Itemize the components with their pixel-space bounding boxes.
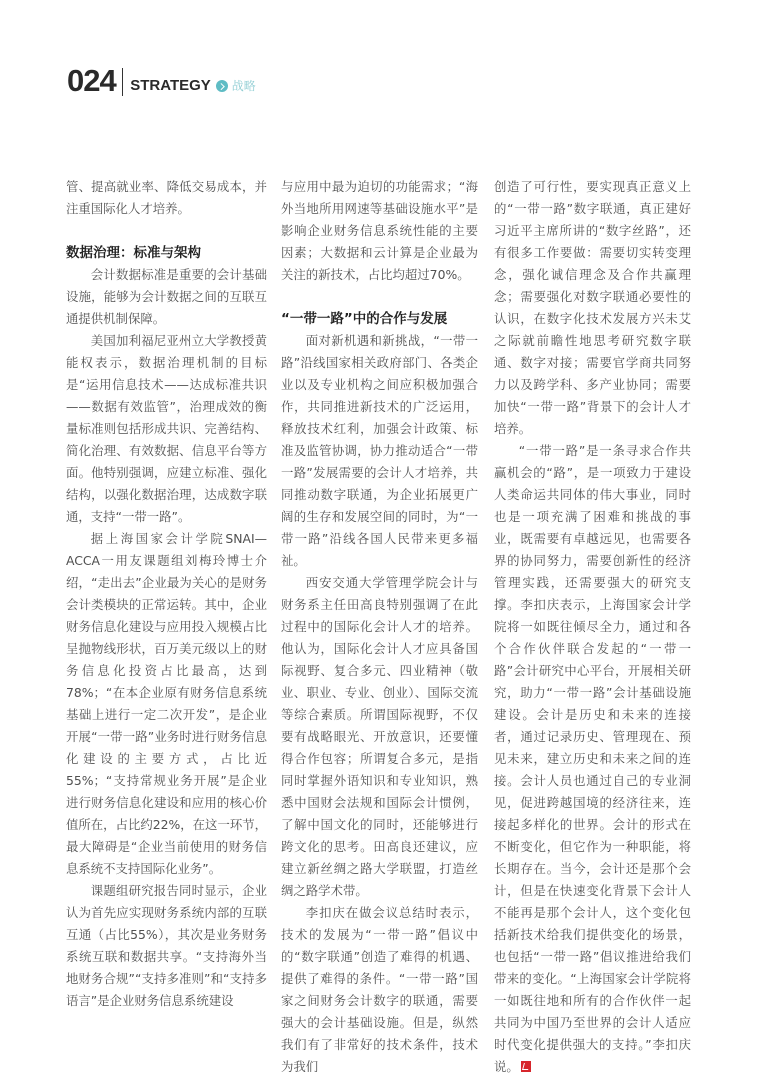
chevron-right-circle-icon [216,80,228,92]
header-divider [122,68,124,96]
page-header [67,60,256,96]
article-end-mark-icon [521,1061,531,1072]
paragraph: 课题组研究报告同时显示，企业认为首先应实现财务系统内部的互联互通（占比55%），其次是业务财务系统互联和数据共享。“支持海外当地财务合规”“支持多准则”和“支持多语言”是企业财务信息系统建设 [66,883,267,1008]
page-number: 024 [67,63,116,98]
subheading-cooperation: “一带一路”中的合作与发展 [281,311,448,327]
paragraph: 面对新机遇和新挑战，“一带一路”沿线国家相关政府部门、各类企业以及专业机构之间应积极加强合作，共同推进新技术的广泛运用，释放技术红利，加强会计政策、标准及监管协调，协力推动适合“一带一路”发展需要的会计人才培养，共同推动数字联通，为企业拓展更广阔的生存和发展空间的同时，为“一带一路”沿线各国人民带来更多福祉。 [281,333,478,568]
paragraph: 李扣庆在做会议总结时表示，技术的发展为“一带一路”倡议中的“数字联通”创造了难得的机遇、提供了难得的条件。“一带一路”国家之间财务会计数字的联通，需要强大的会计基础设施。但是，纵然我们有了非常好的技术条件，技术为我们 [281,905,478,1074]
article-column-1 [66,176,267,1012]
paragraph: 据上海国家会计学院SNAI—ACCA一用友课题组刘梅玲博士介绍，“走出去”企业最为关心的是财务会计类模块的正常运转。其中，企业财务信息化建设与应用投入规模占比呈抛物线形状，百万美元级以上的财务信息化投资占比最高，达到78%；“在本企业原有财务信息系统基础上进行一定二次开发”，是企业开展“一带一路”业务时进行财务信息化建设的主要方式，占比近55%；“支持常规业务开展”是企业进行财务信息化建设和应用的核心价值所在，占比约22%，在这一环节，最大障碍是“企业当前使用的财务信息系统不支持国际化业务”。 [66,531,268,876]
paragraph: 管、提高就业率、降低交易成本，并注重国际化人才培养。 [66,179,267,216]
paragraph-final [494,440,691,1078]
paragraph: 美国加利福尼亚州立大学教授黄能权表示，数据治理机制的目标是“运用信息技术——达成标准共识——数据有效监管”，治理成效的衡量标准则包括形成共识、完善结构、简化治理、有效数据、信息平台等方面。他特别强调，应建立标准、强化结构，以强化数据治理，达成数字联通，支持“一带一路”。 [66,333,267,524]
section-title-cn: 战略 [231,79,256,93]
paragraph: 创造了可行性，要实现真正意义上的“一带一路”数字联通，真正建好习近平主席所讲的“数字丝路”，还有很多工作要做：需要切实转变理念，强化诚信理念及合作共赢理念；需要强化对数字联通必要性的认识，在数字化技术发展方兴未艾之际就前瞻性地思考研究数字联通、数字对接；需要官学商共同努力以及跨学科、多产业协同；需要加快“一带一路”背景下的会计人才培养。 [494,179,691,436]
article-column-2 [281,176,478,1078]
paragraph-text: “一带一路”是一条寻求合作共赢机会的“路”，是一项致力于建设人类命运共同体的伟大事业，同时也是一项充满了困难和挑战的事业，既需要有卓越远见，也需要各界的协同努力，需要创新性的经济管理实践，还需要强大的研究支撑。李扣庆表示，上海国家会计学院将一如既往倾尽全力，通过和各个合作伙伴联合发起的“一带一路”会计研究中心平台，开展相关研究，助力“一带一路”会计基础设施建设。会计是历史和未来的连接者，通过记录历史、管理现在、预见未来，建立历史和未来之间的连接。会计人员也通过自己的专业洞见，促进跨越国境的经济往来，连接起多样化的世界。会计的形式在不断变化，但它作为一种职能，将长期存在。当今，会计还是那个会计，但是在快速变化背景下会计人不能再是那个会计人，这个变化包括新技术给我们提供变化的场景，也包括“一带一路”倡议推进给我们带来的变化。“上海国家会计学院将一如既往地和所有的合作伙伴一起共同为中国乃至世界的会计人适应时代变化提供强大的支持。”李扣庆说。 [494,443,691,1074]
paragraph: 西安交通大学管理学院会计与财务系主任田高良特别强调了在此过程中的国际化会计人才的培养。他认为，国际化会计人才应具备国际视野、复合多元、四业精神（敬业、职业、专业、创业）、国际交流等综合素质。所谓国际视野，不仅要有战略眼光、开放意识，还要懂得合作包容；所谓复合多元，是指同时掌握外语知识和专业知识，熟悉中国财会法规和国际会计惯例，了解中国文化的同时，还能够进行跨文化的思考。田高良还建议，应建立新丝绸之路大学联盟，打造丝绸之路学术带。 [281,575,478,898]
section-title-en: STRATEGY [130,77,211,94]
subheading-data-governance: 数据治理：标准与架构 [66,245,201,261]
paragraph: 与应用中最为迫切的功能需求；“海外当地所用网速等基础设施水平”是影响企业财务信息系统性能的主要因素；大数据和云计算是企业最为关注的新技术，占比均超过70%。 [281,179,478,282]
paragraph: 会计数据标准是重要的会计基础设施，能够为会计数据之间的互联互通提供机制保障。 [66,267,267,326]
article-column-3 [494,176,691,1078]
